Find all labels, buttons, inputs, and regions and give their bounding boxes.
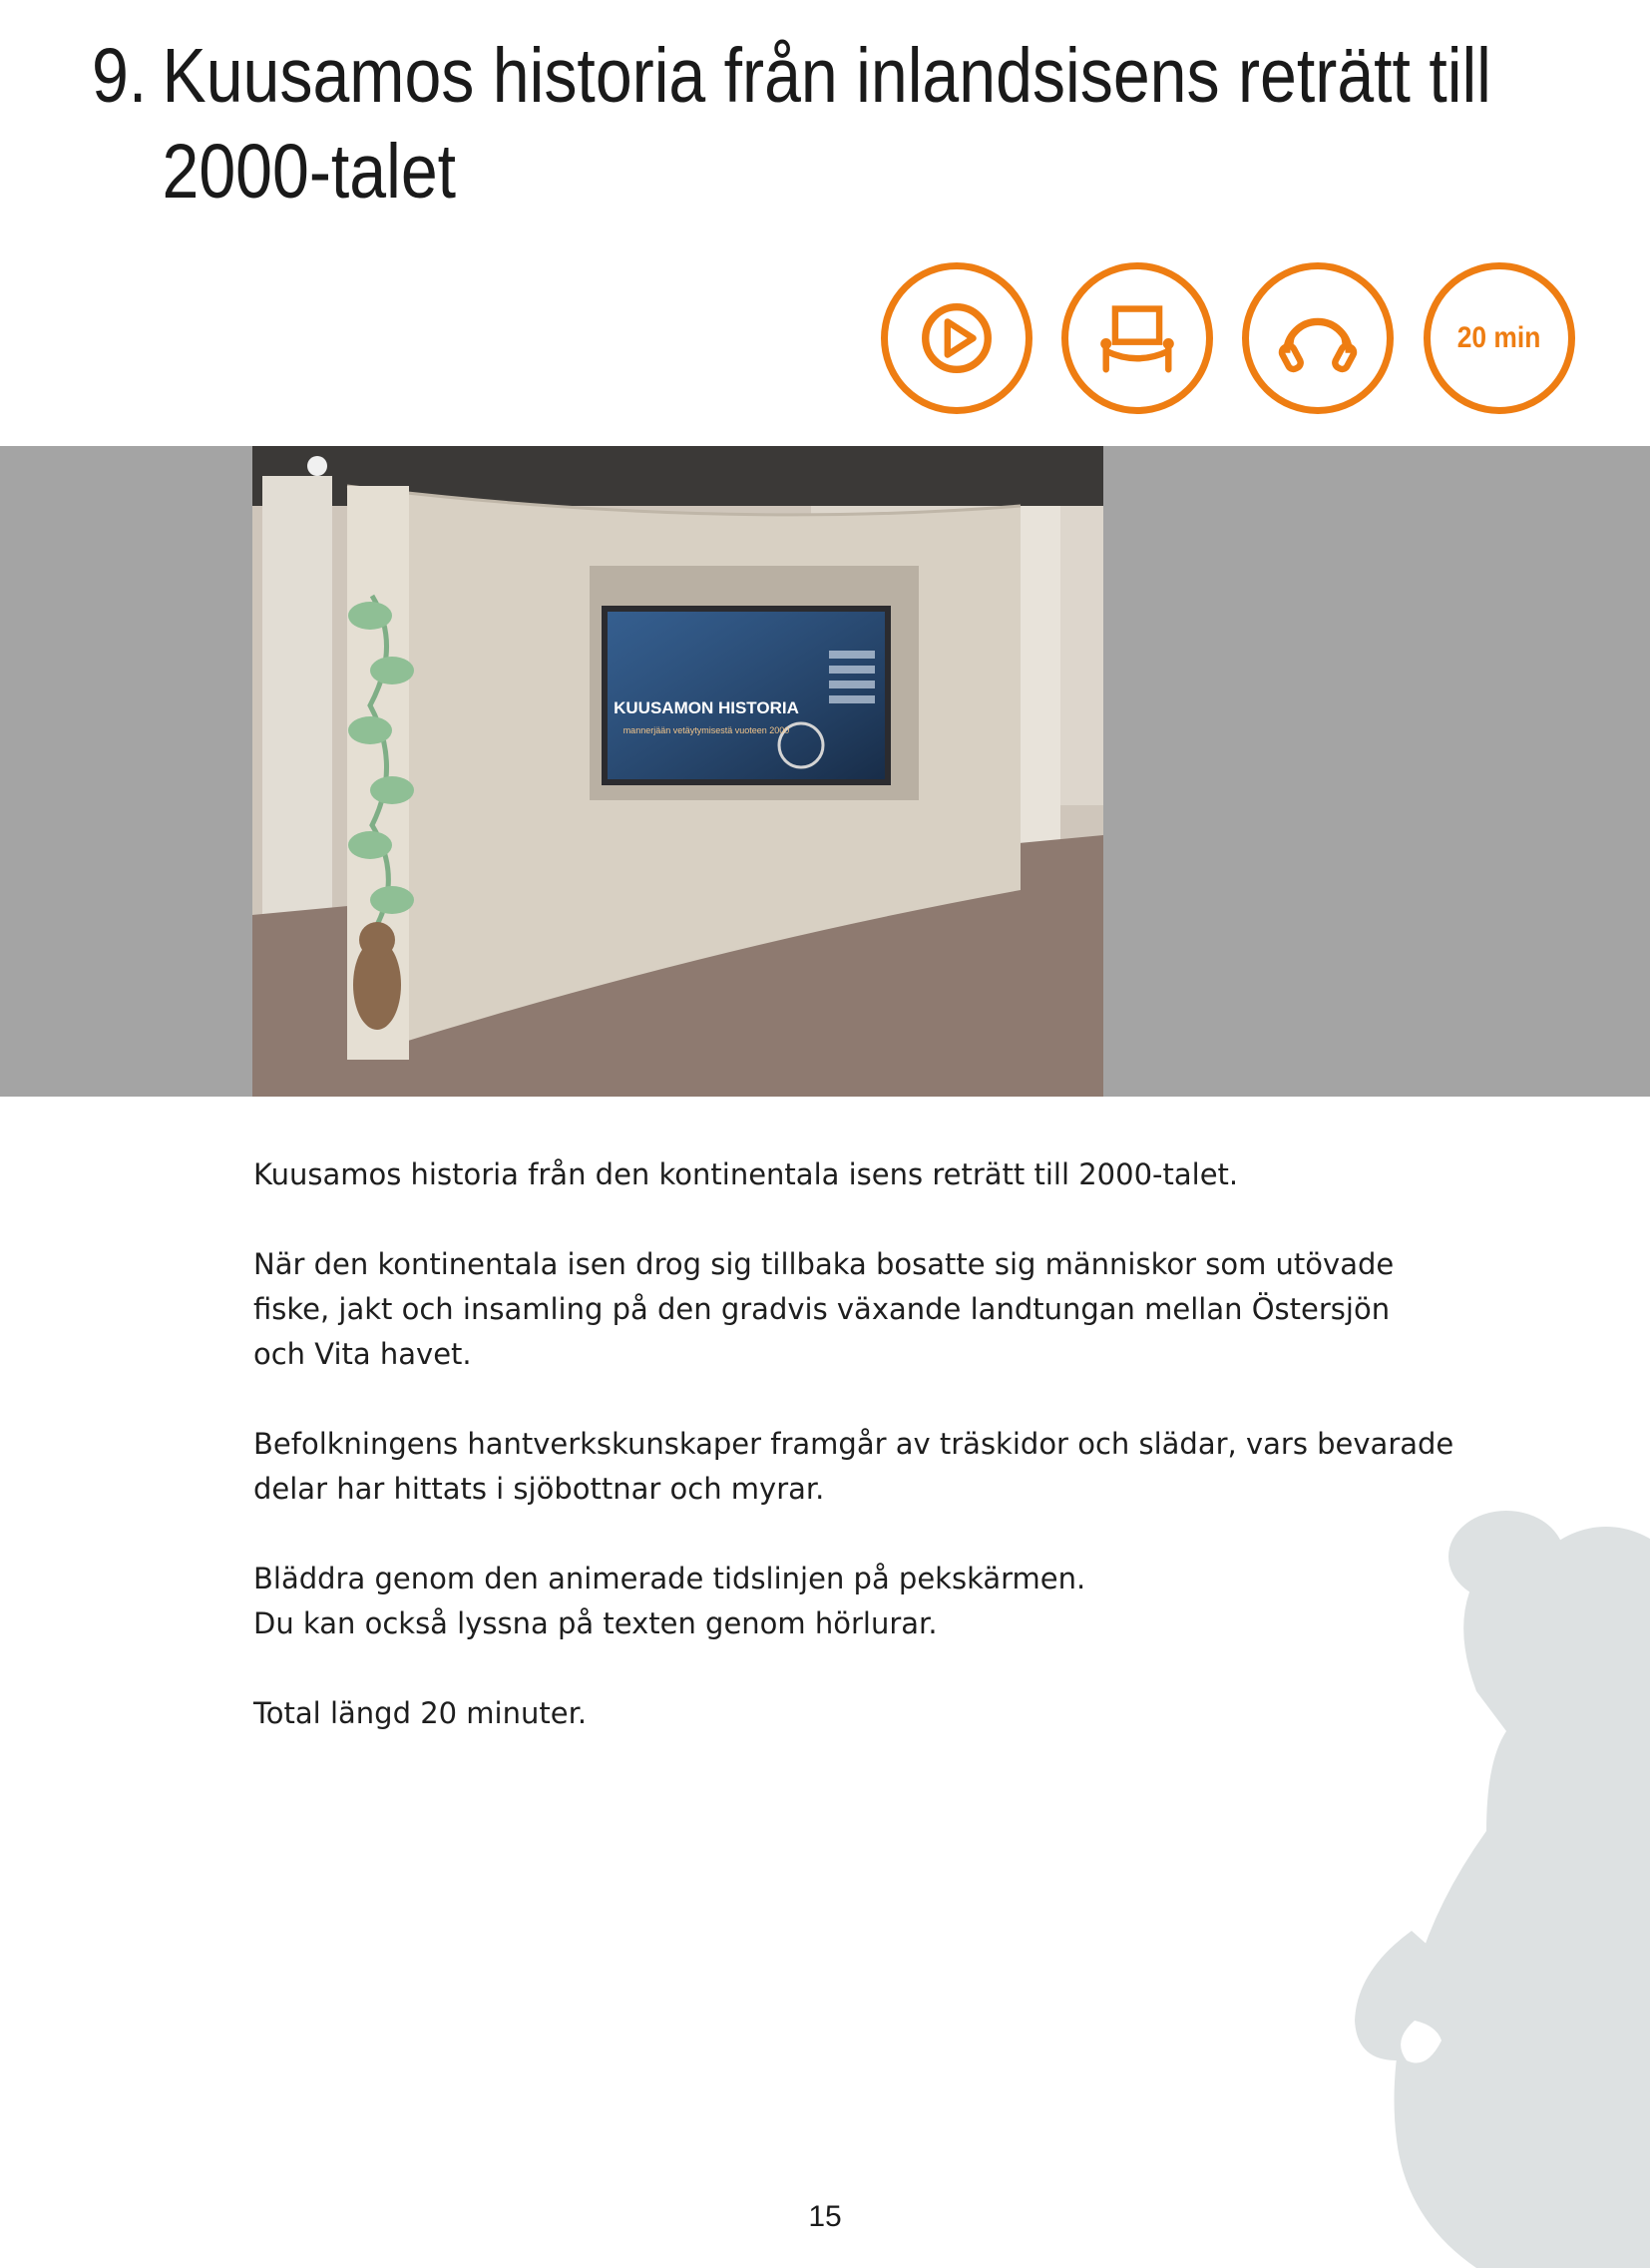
page-title xyxy=(92,28,1491,220)
bear-watermark-icon xyxy=(1337,1502,1650,2268)
paragraph-1 xyxy=(253,1152,1500,1197)
section-number: 9. xyxy=(92,33,148,119)
paragraph-line: Kuusamos historia från den kontinentala isens reträtt till 2000-talet. xyxy=(253,1157,1239,1191)
page-number: 15 xyxy=(808,2200,842,2233)
paragraph-line: När den kontinentala isen drog sig tillbaka bosatte sig människor som utövade xyxy=(253,1247,1395,1281)
screen-title: KUUSAMON HISTORIA xyxy=(614,698,799,717)
exhibition-photo xyxy=(252,446,1103,1097)
body-text xyxy=(253,1152,1500,1781)
photo-band xyxy=(0,446,1650,1097)
paragraph-4 xyxy=(253,1557,1500,1646)
duration-icon xyxy=(1424,262,1575,414)
feature-icons xyxy=(0,262,1650,414)
paragraph-3 xyxy=(253,1422,1500,1512)
paragraph-line: Du kan också lyssna på texten genom hörlurar. xyxy=(253,1606,938,1640)
headphones-icon xyxy=(1242,262,1394,414)
play-icon xyxy=(881,262,1032,414)
screen-subtitle: mannerjään vetäytymisestä vuoteen 2000 xyxy=(622,725,790,735)
touchscreen-icon xyxy=(1061,262,1213,414)
paragraph-line: fiske, jakt och insamling på den gradvis växande landtungan mellan Östersjön xyxy=(253,1292,1391,1326)
paragraph-line: delar har hittats i sjöbottnar och myrar. xyxy=(253,1472,825,1506)
paragraph-line: Befolkningens hantverkskunskaper framgår av träskidor och slädar, vars bevarade xyxy=(253,1427,1454,1461)
title-line-2: 2000-talet xyxy=(162,129,457,215)
paragraph-line: Total längd 20 minuter. xyxy=(253,1696,588,1730)
paragraph-line: Bläddra genom den animerade tidslinjen på pekskärmen. xyxy=(253,1562,1086,1595)
paragraph-5 xyxy=(253,1691,1500,1736)
paragraph-2 xyxy=(253,1242,1500,1377)
duration-label: 20 min xyxy=(1457,321,1541,354)
paragraph-line: och Vita havet. xyxy=(253,1337,472,1371)
title-line-1: Kuusamos historia från inlandsisens reträtt till xyxy=(162,33,1491,119)
